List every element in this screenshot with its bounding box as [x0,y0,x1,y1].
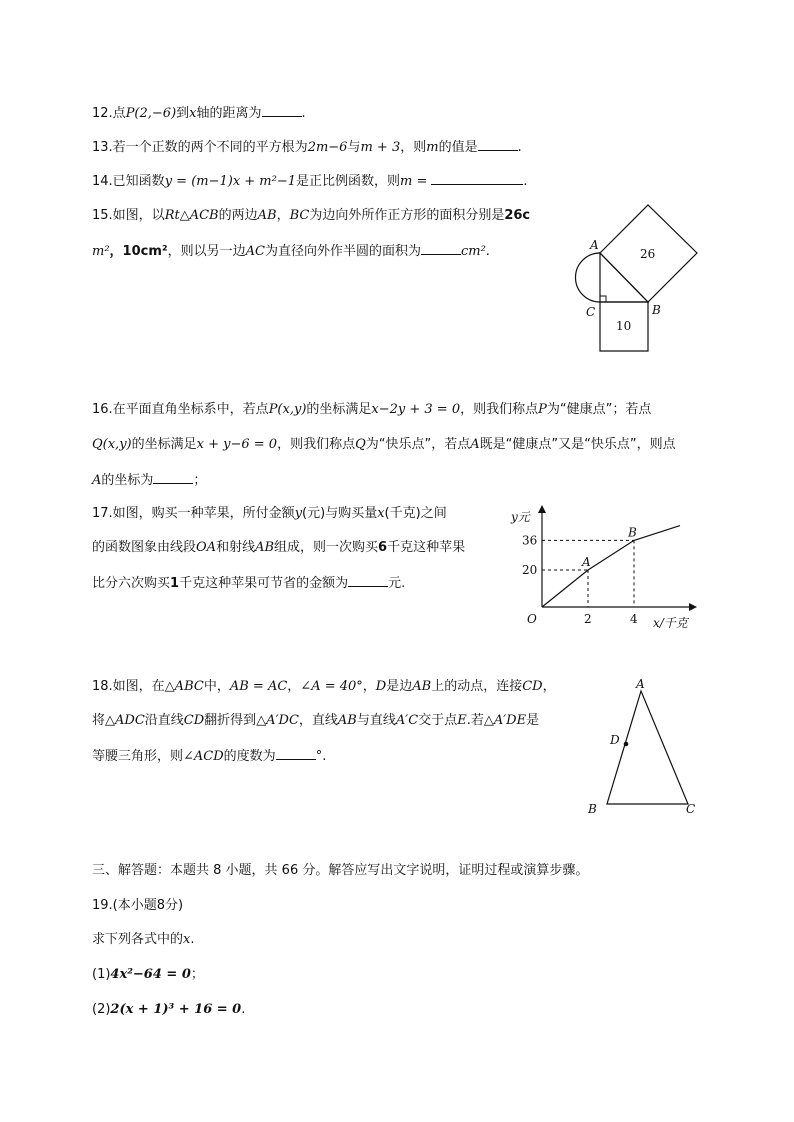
q15-ab: AB [257,208,277,223]
q19-part1-end: ； [190,967,204,982]
figure-18 [583,676,713,816]
q16-mid3: ，则我们称点 [277,437,356,452]
x-axis-label: x/千克 [653,616,688,630]
q18-eq: AB = AC [229,679,288,694]
q16-mid4: 为“快乐点”，若点 [365,437,471,452]
right-angle-mark [600,296,606,302]
q17-end3: 元. [388,576,406,591]
question-18-line3 [92,747,326,766]
q16-point-p: P(x,y) [268,402,307,417]
square-large-area: 26 [640,247,656,261]
label-b: B [588,802,597,816]
q18-e: E [457,713,467,728]
q13-root-a: 2m−6 [307,140,348,155]
q17-oa: OA [196,540,217,555]
q18-mid3: 上的动点，连接 [431,679,523,694]
question-12 [92,104,306,123]
q18-sep: ， [287,679,301,694]
q12-mid: 到 [176,106,190,121]
q16-end1: 为“健康点”；若点 [546,402,652,417]
q16-mid: 的坐标满足 [306,402,372,417]
question-14 [92,172,528,191]
q14-var: m = [400,174,428,189]
q17-x: x [377,506,385,521]
origin-label: O [527,612,537,626]
q15-suffix: 为边向外所作正方形的面积分别是 [309,208,505,223]
point-d [624,742,629,747]
question-15-line2 [92,242,490,261]
q17-prefix: 17.如图，购买一种苹果，所付金额 [92,506,295,521]
label-b: B [652,303,661,317]
q18-adc: △ADC [105,713,145,728]
q17-mid: (元)与购买量 [302,506,378,521]
q17-y: y [294,506,303,521]
y-axis-arrow [538,505,546,513]
q15-end: . [485,244,490,259]
q19-part2-expr: 2(x + 1)³ + 16 = 0 [110,1002,242,1017]
q18-adc2: △A′DC [256,713,299,728]
q17-end2: 千克这种苹果 [387,540,466,555]
q15-suffix2: 为直径向外作半圆的面积为 [264,244,421,259]
point-label-a: A [582,555,591,569]
y-tick-label: 36 [522,533,538,548]
q18-prefix: 18.如图，在 [92,679,165,694]
q16-suffix: ，则我们称点 [460,402,539,417]
question-18-line1 [92,678,556,696]
semicircle-ac [576,253,601,302]
q12-answer-blank[interactable] [262,104,302,117]
q13-var: m [426,140,439,155]
q18-mid: 中， [203,679,230,694]
q17-num1: 1 [170,576,180,591]
label-c: C [686,802,696,816]
q19-intro-prefix: 求下列各式中的 [92,932,184,947]
q17-prefix3: 比分六次购买 [92,576,171,591]
q19-intro-end: . [190,932,195,947]
q15-unit-a: m² [92,244,110,259]
q18-sep2: ， [362,679,376,694]
q13-end: . [517,140,522,155]
q15-triangle: Rt△ACB [164,208,219,223]
q16-eq1: x−2y + 3 = 0 [371,402,461,417]
q15-mid2: ，则以另一边 [167,244,246,259]
q18-ab2: AB [337,713,357,728]
square-small-area: 10 [616,319,632,333]
q16-end2: 既是“健康点”又是“快乐点”，则点 [479,437,676,452]
q18-ab: AB [412,679,432,694]
q12-var: x [189,106,197,121]
question-16-line2 [92,436,676,454]
q18-angle-acd: ∠ACD [183,749,224,764]
q19-part2-label: (2) [92,1002,111,1017]
y-axis-label: y元 [511,510,530,524]
q16-mid2: 的坐标满足 [131,437,197,452]
q18-tri: △A′DE [483,713,527,728]
q18-d: D [375,679,387,694]
q14-mid: 是正比例函数，则 [296,174,401,189]
q15-prefix: 15.如图，以 [92,208,165,223]
q18-cd2: CD [183,713,205,728]
q18-mid6: ，直线 [298,713,338,728]
q15-mid: 的两边 [218,208,258,223]
q12-point: P(2,−6) [125,106,177,121]
label-a: A [636,677,645,691]
q13-root-b: m + 3 [360,140,401,155]
q18-cd: CD [522,679,543,694]
q17-num6: 6 [378,540,388,555]
q18-end2: 是 [526,713,540,728]
q16-a2: A [92,473,102,488]
q16-p: P [538,402,547,417]
q19-part1-label: (1) [92,967,111,982]
label-a: A [590,238,599,252]
q16-q: Q [355,437,366,452]
q19-part1 [92,966,204,984]
q18-prefix2: 将 [92,713,106,728]
question-17-line1 [92,505,447,523]
q13-prefix: 13.若一个正数的两个不同的平方根为 [92,140,308,155]
q15-bc: BC [289,208,310,223]
q15-unit: cm² [460,244,486,259]
question-13 [92,138,522,157]
q14-prefix: 14.已知函数 [92,174,165,189]
q15-answer-blank[interactable] [421,242,461,255]
triangle-abc [607,691,688,804]
q14-end: . [523,174,528,189]
q13-answer-blank[interactable] [478,138,518,151]
x-tick-label: 4 [630,612,638,626]
q14-answer-blank[interactable] [431,172,523,185]
q12-end: . [301,106,306,121]
q18-prefix3: 等腰三角形，则 [92,749,184,764]
q19-intro-var: x [183,932,191,947]
question-17-line3 [92,574,405,593]
q16-point-q: Q(x,y) [92,437,132,452]
q18-mid2: 是边 [386,679,413,694]
question-15-line1 [92,207,530,225]
q18-triangle: △ABC [164,679,204,694]
q18-mid10: 的度数为 [223,749,276,764]
label-c: C [586,305,596,319]
q19-intro [92,931,195,949]
x-axis-arrow [689,603,697,611]
q18-mid9: .若 [466,713,484,728]
q16-end3: ； [193,473,207,488]
section-3-heading: 三、解答题：本题共 8 小题，共 66 分。解答应写出文字说明，证明过程或演算步骤。 [92,863,589,878]
question-18-line2 [92,712,539,730]
x-tick-label: 2 [584,612,592,626]
figure-17-chart [505,505,705,635]
q17-ab: AB [255,540,275,555]
q17-mid3: 组成，则一次购买 [274,540,379,555]
q19-part1-expr: 4x²−64 = 0 [110,967,191,982]
q13-mid: 与 [347,140,361,155]
q15-area-value: 26c [504,208,531,223]
q19-title: 19.(本小题8分) [92,898,184,913]
q17-mid4: 千克这种苹果可节省的金额为 [179,576,349,591]
y-tick-label: 20 [522,563,538,577]
q18-end3: °. [315,749,327,764]
q16-suffix3: 的坐标为 [101,473,154,488]
q15-area-b: ，10cm² [109,244,168,259]
question-16-line1 [92,401,651,419]
q18-mid5: 翻折得到 [204,713,257,728]
q18-ac: A′C [395,713,419,728]
q17-end1: (千克)之间 [384,506,447,521]
q12-prefix: 12.点 [92,106,126,121]
q13-mid2: ，则 [400,140,427,155]
q18-end1: ， [542,679,556,694]
q13-suffix: 的值是 [438,140,478,155]
q12-suffix: 轴的距离为 [196,106,262,121]
q18-angle: ∠A = 40° [300,679,363,694]
q14-function: y = (m−1)x + m²−1 [164,174,297,189]
q18-mid4: 沿直线 [144,713,184,728]
question-17-line2 [92,539,465,557]
q16-eq2: x + y−6 = 0 [196,437,278,452]
figure-15 [572,200,712,360]
q16-answer-blank[interactable] [153,471,193,484]
q18-mid7: 与直线 [356,713,396,728]
q19-part2-end: . [241,1002,246,1017]
q15-sep: ， [276,208,290,223]
label-d: D [610,733,620,747]
q16-prefix: 16.在平面直角坐标系中，若点 [92,402,269,417]
question-16-line3 [92,471,206,490]
q19-part2 [92,1001,245,1019]
q18-answer-blank[interactable] [276,747,316,760]
q15-ac: AC [245,244,265,259]
q17-answer-blank[interactable] [348,574,388,587]
q17-prefix2: 的函数图象由线段 [92,540,197,555]
q17-mid2: 和射线 [216,540,256,555]
q18-mid8: 交于点 [418,713,458,728]
q16-a: A [470,437,480,452]
point-label-b: B [628,525,637,540]
graph-line [542,526,680,607]
